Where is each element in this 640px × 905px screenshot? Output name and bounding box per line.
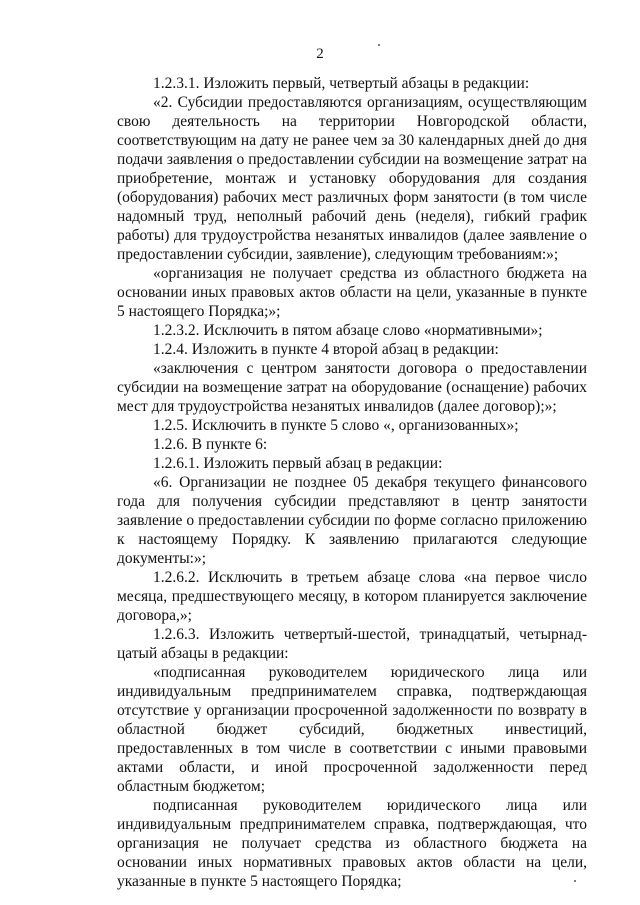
paragraph-1-2-4: 1.2.4. Изложить в пункте 4 второй абзац в редакции: xyxy=(153,341,499,358)
page-number: 2 xyxy=(316,46,324,62)
scan-speck xyxy=(574,880,576,882)
paragraph-quote-organization: «организация не получает средства из областного бюджета на основании иных правовых актов области на цели, указанные в пункте 5 настоящего Порядка;»; xyxy=(117,265,587,320)
paragraph-certificate-no-funds: подписанная руководителем юридического лица или индивидуальным предпринимателем справка, подтверждающая, что организация не получает средства из областного бюджета на основании иных нормативных правовых актов области на цели, указанные в пункте 5 настоящего Порядка; xyxy=(117,797,587,890)
paragraph-1-2-5: 1.2.5. Исключить в пункте 5 слово «, организованных»; xyxy=(153,417,519,434)
paragraph-1-2-6-3: 1.2.6.3. Изложить четвертый-шестой, тринадцатый, четырнад-цатый абзацы в редакции: xyxy=(117,626,587,662)
scan-speck xyxy=(378,44,380,46)
paragraph-quote-item-2: «2. Субсидии предоставляются организациям, осуществляющим свою деятельность на территории Новгородской области, соответствующим на дату не ранее чем за 30 календарных дней до дня подачи заявления о предоставлении субсидии на возмещение затрат на приобретение, монтаж и установку оборудования для создания (оборудования) рабочих мест различных форм занятости (в том числе надомный труд, неполный рабочий день (неделя), гибкий график работы) для трудоустройства незанятых инвалидов (далее заявление о предоставлении субсидии, заявление), следующим требованиям:»; xyxy=(117,94,587,263)
paragraph-quote-certificate-debt: «подписанная руководителем юридического лица или индивидуальным предпринимателем справка, подтверждающая отсутствие у организации просроченной задолженности по возврату в областной бюджет субсидий, бюджетных инвестиций, предоставленных в том числе в соответствии с иными правовыми актами области, и иной просроченной задолженности перед областным бюджетом; xyxy=(117,664,587,795)
paragraph-1-2-6: 1.2.6. В пункте 6: xyxy=(153,436,268,453)
paragraph-quote-item-6: «6. Организации не позднее 05 декабря текущего финансового года для получения субсидии представляют в центр занятости заявление о предоставлении субсидии по форме согласно приложению к настоящему Порядку. К заявлению прилагаются следующие документы:»; xyxy=(117,474,587,567)
paragraph-1-2-6-1: 1.2.6.1. Изложить первый абзац в редакции: xyxy=(153,455,443,472)
paragraph-1-2-6-2: 1.2.6.2. Исключить в третьем абзаце слова «на первое число месяца, предшествующего месяцу, в котором планируется заключение договора,»; xyxy=(117,569,587,624)
document-body xyxy=(117,74,587,891)
paragraph-1-2-3-2: 1.2.3.2. Исключить в пятом абзаце слово «нормативными»; xyxy=(153,322,543,339)
paragraph-quote-contract: «заключения с центром занятости договора о предоставлении субсидии на возмещение затрат на оборудование (оснащение) рабочих мест для трудоустройства незанятых инвалидов (далее договор);»; xyxy=(117,360,587,415)
paragraph-1-2-3-1: 1.2.3.1. Изложить первый, четвертый абзацы в редакции: xyxy=(153,75,530,92)
